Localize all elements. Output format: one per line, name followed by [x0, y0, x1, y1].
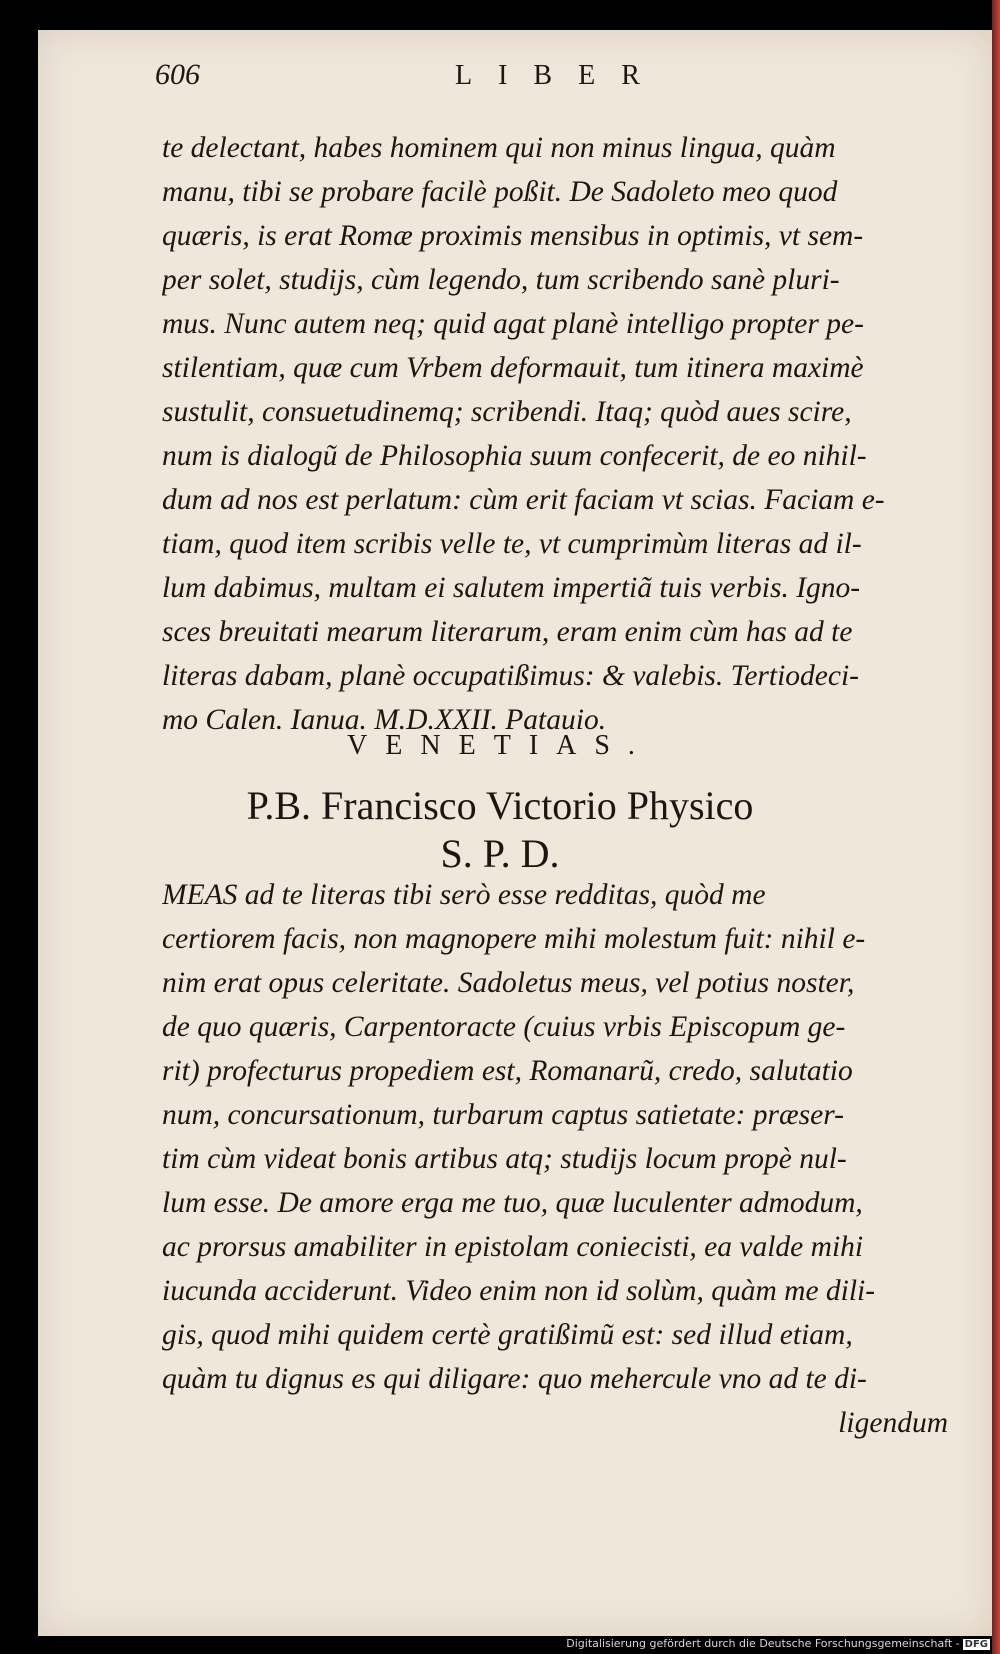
text-line: ac prorsus amabiliter in epistolam coniecisti, ea valde mihi	[162, 1231, 864, 1263]
text-line: lum esse. De amore erga me tuo, quæ luculenter admodum,	[162, 1187, 863, 1219]
text-line: lum dabimus, multam ei salutem impertiã tuis verbis. Igno-	[162, 572, 861, 604]
text-line: mo Calen. Ianua. M.D.XXII. Patauio.	[162, 704, 607, 736]
letter-2-addressee: P.B. Francisco Victorio Physico	[246, 783, 754, 828]
text-line: rit) profecturus propediem est, Romanarũ, credo, salutatio	[162, 1055, 853, 1087]
text-line: stilentiam, quæ cum Vrbem deformauit, tum itinera maximè	[162, 352, 864, 384]
letter-2-place: VENETIAS.	[347, 730, 653, 761]
text-line: tiam, quod item scribis velle te, vt cumprimùm literas ad il-	[162, 528, 862, 560]
text-line: num, concursationum, turbarum captus satietate: præser-	[162, 1099, 844, 1131]
page-header	[155, 58, 935, 108]
text-line: sustulit, consuetudinemq; scribendi. Itaq; quòd aues scire,	[162, 396, 852, 428]
text-line: tim cùm videat bonis artibus atq; studijs locum propè nul-	[162, 1143, 847, 1175]
digitization-credit	[566, 1637, 990, 1650]
dfg-logo: DFG	[964, 1639, 988, 1650]
letter-2-body	[162, 873, 948, 1445]
text-line: de quo quæris, Carpentoracte (cuius vrbis Episcopum ge-	[162, 1011, 846, 1043]
page-number: 606	[155, 58, 200, 91]
text-line: manu, tibi se probare facilè poßit. De Sadoleto meo quod	[162, 176, 838, 208]
text-line: MEAS ad te literas tibi serò esse redditas, quòd me	[162, 879, 766, 911]
catchword: ligendum	[838, 1407, 948, 1439]
credit-text: Digitalisierung gefördert durch die Deutsche Forschungsgemeinschaft -	[566, 1637, 960, 1650]
text-line: literas dabam, planè occupatißimus: & valebis. Tertiodeci-	[162, 660, 859, 692]
text-line: mus. Nunc autem neq; quid agat planè intelligo propter pe-	[162, 308, 864, 340]
letter-1-body	[162, 126, 948, 742]
text-line: te delectant, habes hominem qui non minus lingua, quàm	[162, 132, 836, 164]
letter-2-salutation: S. P. D.	[440, 831, 560, 876]
text-line: iucunda acciderunt. Video enim non id solùm, quàm me dili-	[162, 1275, 876, 1307]
running-title: LIBER	[455, 60, 666, 91]
text-line: nim erat opus celeritate. Sadoletus meus, vel potius noster,	[162, 967, 855, 999]
text-line: sces breuitati mearum literarum, eram enim cùm has ad te	[162, 616, 853, 648]
text-line: certiorem facis, non magnopere mihi molestum fuit: nihil e-	[162, 923, 866, 955]
text-line: quàm tu dignus es qui diligare: quo mehercule vno ad te di-	[162, 1363, 867, 1395]
text-line: per solet, studijs, cùm legendo, tum scribendo sanè pluri-	[162, 264, 840, 296]
text-line: gis, quod mihi quidem certè gratißimũ est: sed illud etiam,	[162, 1319, 853, 1351]
text-line: quæris, is erat Romæ proximis mensibus in optimis, vt sem-	[162, 220, 864, 252]
text-line: num is dialogũ de Philosophia suum confecerit, de eo nihil-	[162, 440, 867, 472]
text-line: dum ad nos est perlatum: cùm erit faciam vt scias. Faciam e-	[162, 484, 885, 516]
